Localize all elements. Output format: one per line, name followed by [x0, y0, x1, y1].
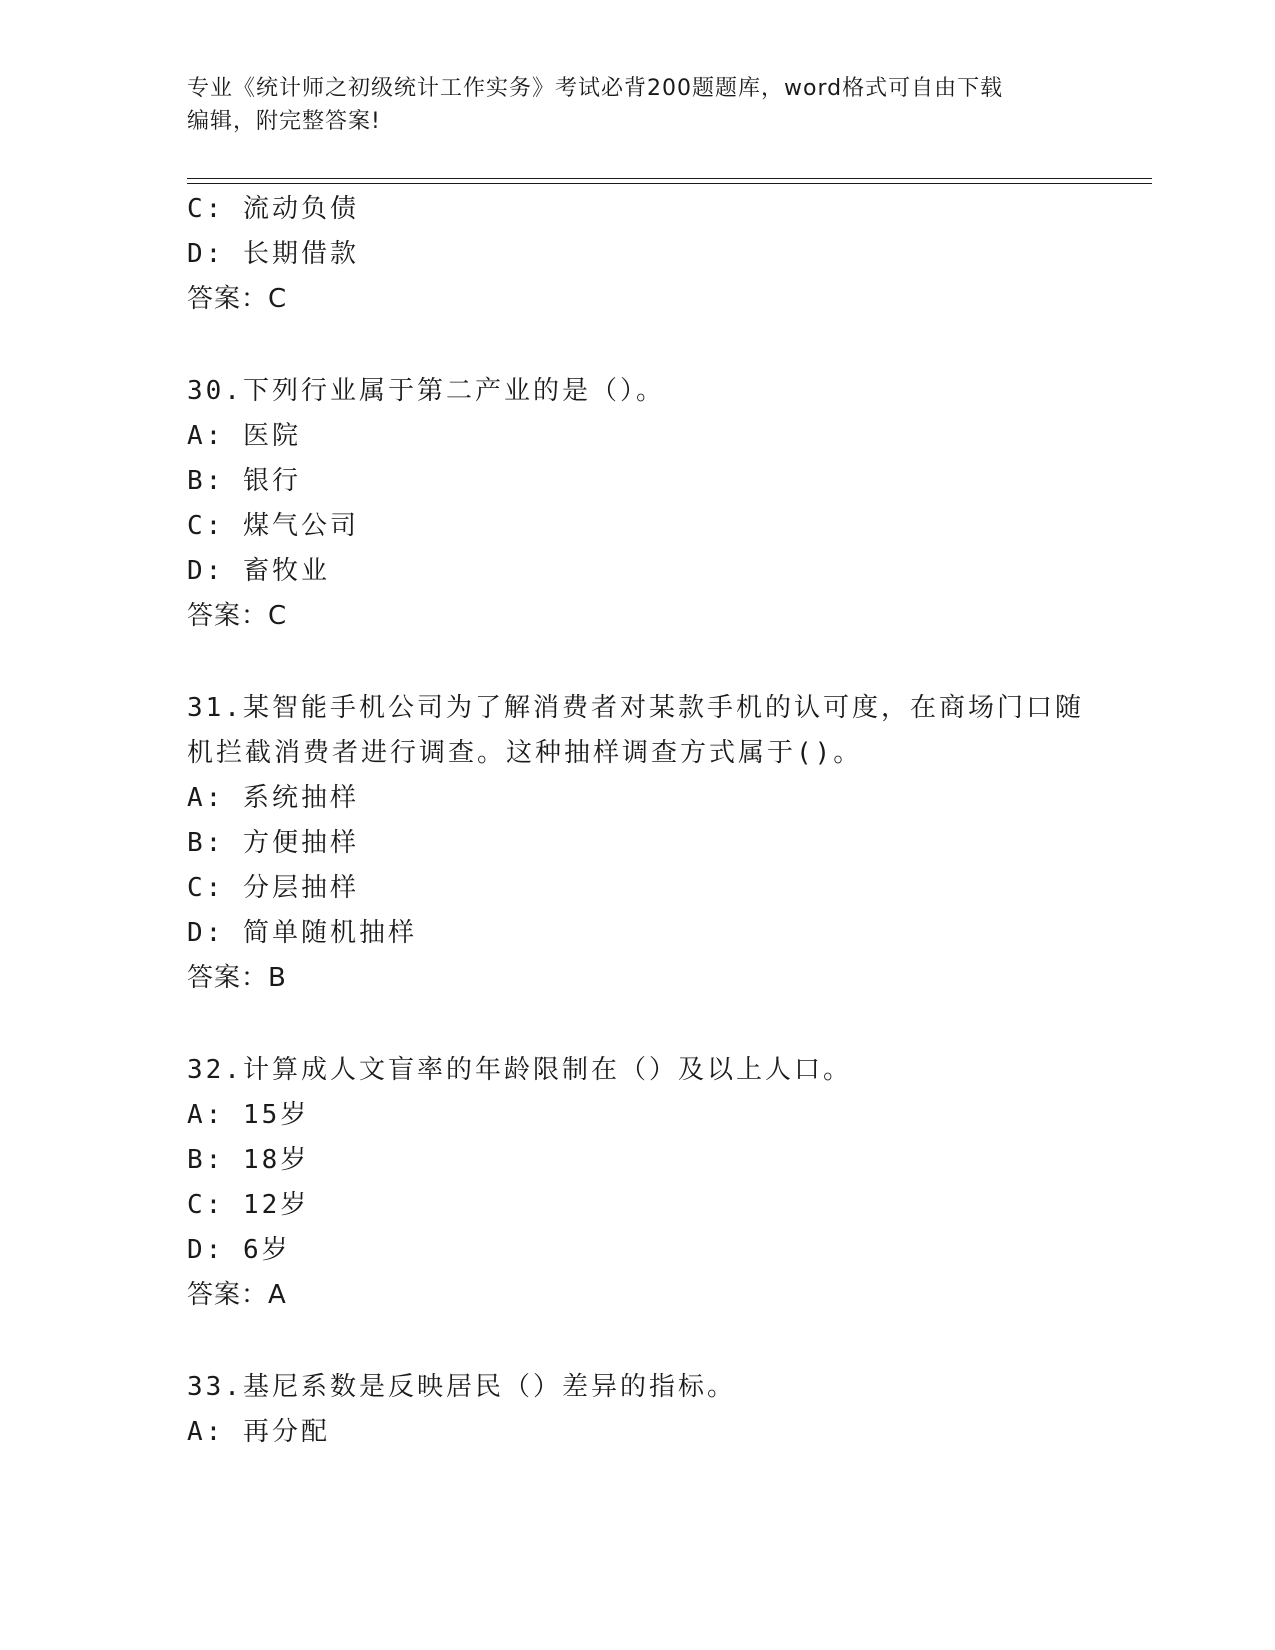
- option-a-q31: A: 系统抽样: [187, 783, 359, 813]
- option-a-q30: A: 医院: [187, 421, 301, 451]
- option-c-q29: C: 流动负债: [187, 194, 359, 224]
- answer-q29: 答案：C: [187, 284, 288, 314]
- option-b-q31: B: 方便抽样: [187, 828, 359, 858]
- question-31-line-2: 机拦截消费者进行调查。这种抽样调查方式属于()。: [187, 738, 863, 768]
- document-header: [187, 72, 1067, 138]
- question-30: 30.下列行业属于第二产业的是（）。: [187, 376, 665, 406]
- option-d-q29: D: 长期借款: [187, 239, 359, 269]
- header-rule-bottom: [187, 183, 1152, 184]
- option-c-q31: C: 分层抽样: [187, 873, 359, 903]
- option-c-q32: C: 12岁: [187, 1190, 310, 1220]
- answer-q32: 答案：A: [187, 1280, 287, 1310]
- option-a-q33: A: 再分配: [187, 1417, 330, 1447]
- header-line-2: 编辑，附完整答案!: [187, 109, 381, 134]
- option-d-q32: D: 6岁: [187, 1235, 291, 1265]
- header-rule-top: [187, 178, 1152, 179]
- question-32: 32.计算成人文盲率的年龄限制在（）及以上人口。: [187, 1055, 852, 1085]
- question-31-line-1: 31.某智能手机公司为了解消费者对某款手机的认可度，在商场门口随: [187, 693, 1084, 723]
- option-c-q30: C: 煤气公司: [187, 511, 359, 541]
- answer-q31: 答案：B: [187, 963, 287, 993]
- option-a-q32: A: 15岁: [187, 1100, 310, 1130]
- option-b-q32: B: 18岁: [187, 1145, 310, 1175]
- option-d-q31: D: 简单随机抽样: [187, 918, 417, 948]
- option-b-q30: B: 银行: [187, 466, 301, 496]
- question-33: 33.基尼系数是反映居民（）差异的指标。: [187, 1372, 736, 1402]
- option-d-q30: D: 畜牧业: [187, 556, 330, 586]
- answer-q30: 答案：C: [187, 601, 288, 631]
- header-line-1: 专业《统计师之初级统计工作实务》考试必背200题题库，word格式可自由下载: [187, 76, 1004, 101]
